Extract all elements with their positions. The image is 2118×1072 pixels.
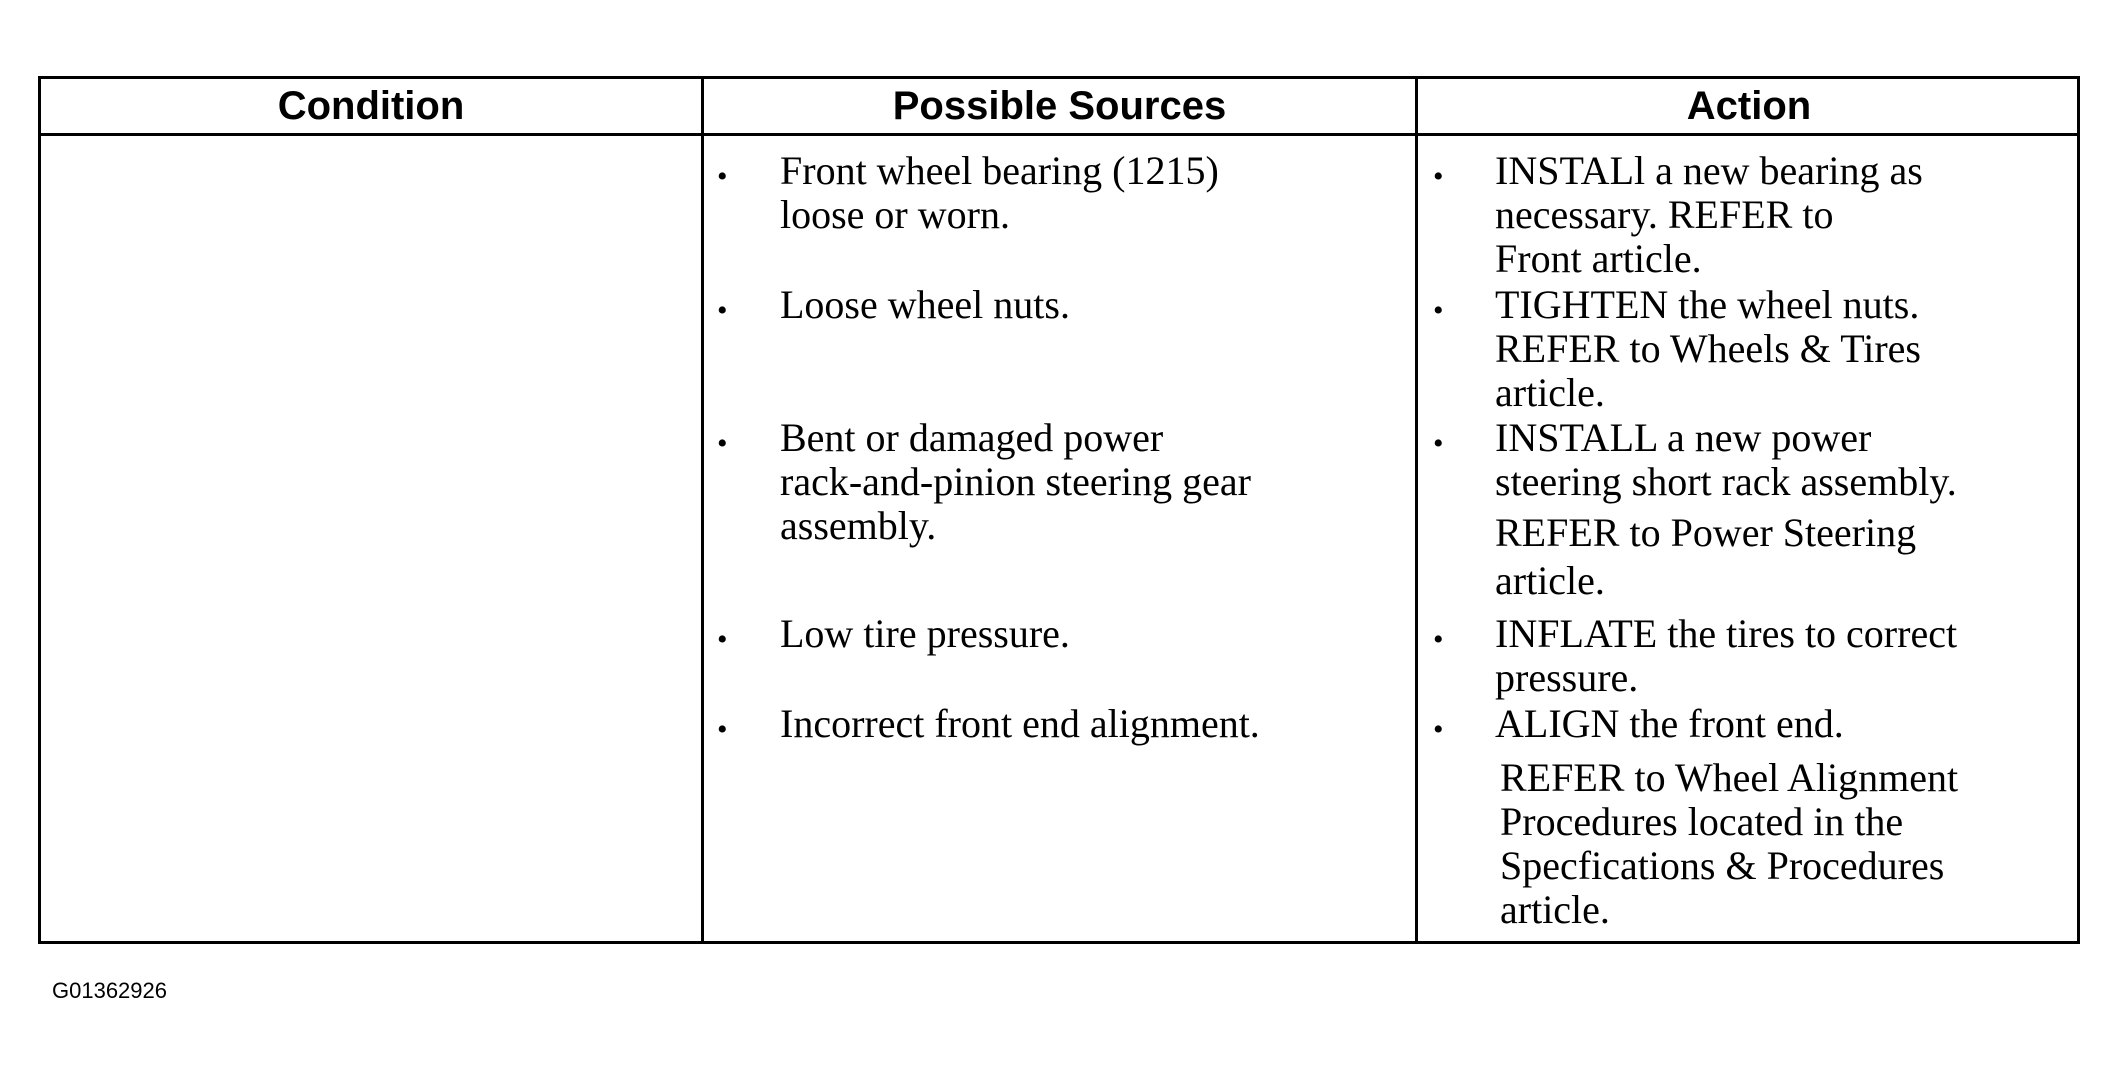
action-bullet: •: [1433, 427, 1444, 460]
source-line: Bent or damaged power: [780, 415, 1164, 460]
header-possible-sources: Possible Sources: [892, 83, 1227, 128]
source-entry-incorrect-alignment: [780, 702, 1370, 746]
action-bullet: •: [1433, 713, 1444, 746]
action-entry-install-rack: [1495, 416, 2055, 504]
action-line: TIGHTEN the wheel nuts.: [1495, 282, 1920, 327]
action-bullet: •: [1433, 623, 1444, 656]
action-line: Procedures located in the: [1500, 799, 1904, 844]
action-entry-install-bearing: [1495, 149, 2055, 281]
source-bullet: •: [717, 623, 728, 656]
action-entry-refer-alignment: [1500, 756, 2060, 932]
column-divider: [1415, 79, 1418, 941]
source-entry-bent-steering-gear: [780, 416, 1370, 548]
action-line: REFER to Power Steering: [1495, 510, 1917, 555]
action-line: Specfications & Procedures: [1500, 843, 1945, 888]
source-line: loose or worn.: [780, 192, 1010, 237]
action-line: Front article.: [1495, 236, 1702, 281]
source-line: rack-and-pinion steering gear: [780, 459, 1251, 504]
source-line: Loose wheel nuts.: [780, 282, 1070, 327]
source-entry-front-wheel-bearing: [780, 149, 1370, 237]
action-bullet: •: [1433, 294, 1444, 327]
action-line: steering short rack assembly.: [1495, 459, 1957, 504]
action-line: REFER to Wheels & Tires: [1495, 326, 1921, 371]
action-entry-tighten-nuts: [1495, 283, 2055, 415]
source-bullet: •: [717, 427, 728, 460]
column-divider: [701, 79, 704, 941]
source-bullet: •: [717, 160, 728, 193]
action-line: article.: [1495, 370, 1605, 415]
source-bullet: •: [717, 713, 728, 746]
action-entry-inflate-tires: [1495, 612, 2055, 700]
action-line: INSTALL a new power: [1495, 415, 1872, 460]
action-entry-align-front-end: [1495, 702, 2055, 746]
source-line: assembly.: [780, 503, 937, 548]
action-line: article.: [1500, 887, 1610, 932]
header-action: Action: [1686, 83, 1812, 128]
header-condition: Condition: [277, 83, 465, 128]
action-line: necessary. REFER to: [1495, 192, 1834, 237]
action-bullet: •: [1433, 160, 1444, 193]
source-entry-loose-wheel-nuts: [780, 283, 1370, 327]
source-line: Front wheel bearing (1215): [780, 148, 1219, 193]
source-line: Low tire pressure.: [780, 611, 1070, 656]
action-line: pressure.: [1495, 655, 1639, 700]
action-entry-refer-power-steering: [1495, 511, 2055, 603]
source-bullet: •: [717, 294, 728, 327]
action-line: INSTALl a new bearing as: [1495, 148, 1923, 193]
action-line: ALIGN the front end.: [1495, 701, 1844, 746]
figure-id-label: G01362926: [52, 978, 167, 1003]
source-line: Incorrect front end alignment.: [780, 701, 1260, 746]
action-line: article.: [1495, 558, 1605, 603]
table-header-row: [41, 79, 2077, 136]
diagnosis-table: [38, 76, 2080, 944]
action-line: REFER to Wheel Alignment: [1500, 755, 1959, 800]
action-line: INFLATE the tires to correct: [1495, 611, 1958, 656]
source-entry-low-tire-pressure: [780, 612, 1370, 656]
